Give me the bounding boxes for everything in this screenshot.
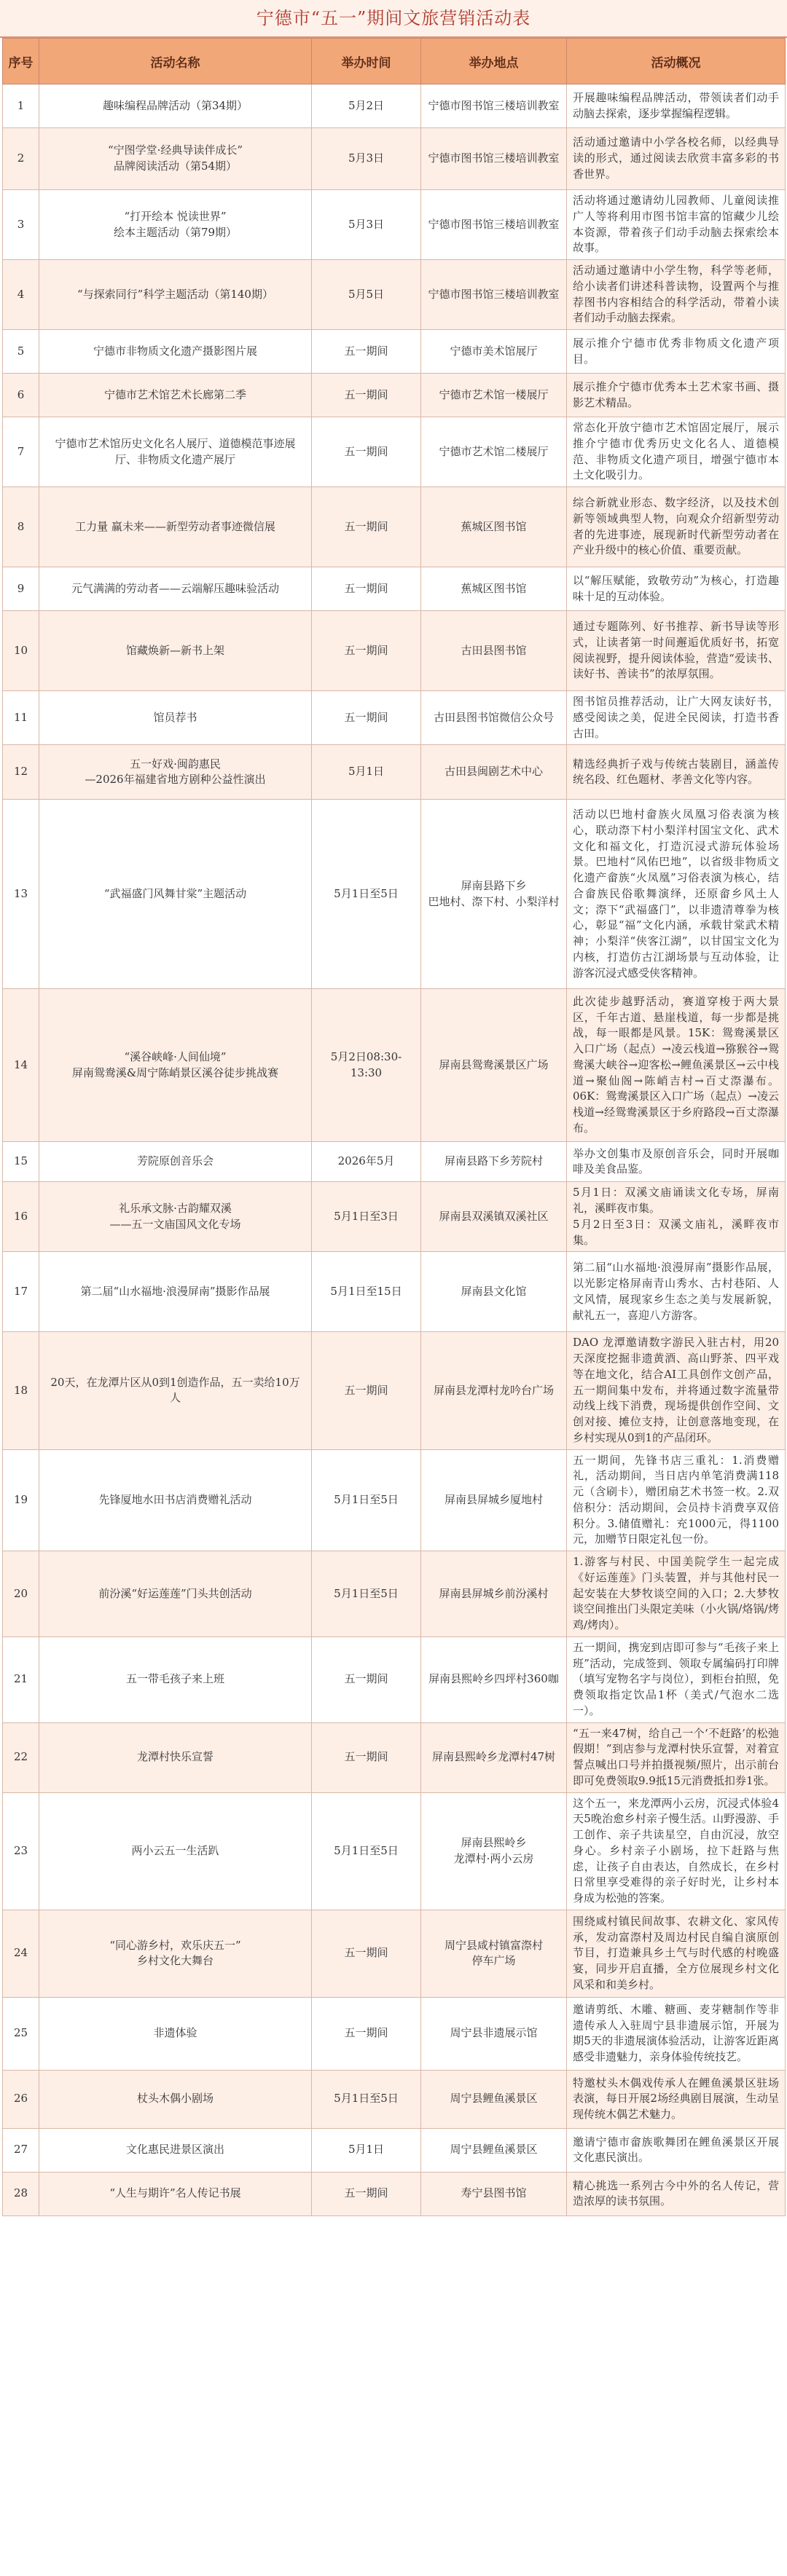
activity-description: 常态化开放宁德市艺术馆固定展厅，展示推介宁德市优秀历史文化名人、道德模范、非物质文化遗产项目，增强宁德市本土文化吸引力。	[567, 417, 786, 487]
activity-location: 宁德市艺术馆一楼展厅	[421, 374, 567, 417]
activity-description: 开展趣味编程品牌活动，带领读者们动手动脑去探索，逐步掌握编程逻辑。	[567, 84, 786, 128]
activity-name: “溪谷峡峰·人间仙境” 屏南鸳鸯溪&周宁陈峭景区溪谷徒步挑战赛	[39, 989, 312, 1142]
activity-description: 特邀杖头木偶戏传承人在鲤鱼溪景区驻场表演，每日开展2场经典剧目展演，生动呈现传统木偶艺术魅力。	[567, 2070, 786, 2128]
table-header-row	[3, 39, 786, 84]
activity-time: 五一期间	[312, 691, 421, 745]
activity-location: 屏南县文化馆	[421, 1252, 567, 1332]
activity-time: 5月2日08:30-13:30	[312, 989, 421, 1142]
activity-time: 5月1日至15日	[312, 1252, 421, 1332]
activity-name: 杖头木偶小剧场	[39, 2070, 312, 2128]
activity-description: 展示推介宁德市优秀本土艺术家书画、摄影艺术精品。	[567, 374, 786, 417]
activity-description: 邀请剪纸、木雕、糖画、麦芽糖制作等非遗传承人入驻周宁县非遗展示馆，开展为期5天的非遗展演体验活动，让游客近距离感受非遗魅力，亲身体验传统技艺。	[567, 1997, 786, 2070]
activity-description: 综合新就业形态、数字经济，以及技术创新等领域典型人物，向观众介绍新型劳动者的先进事迹，展现新时代新型劳动者在产业升级中的核心价值、重要贡献。	[567, 487, 786, 567]
activity-location: 屏南县屏城乡前汾溪村	[421, 1551, 567, 1637]
table-row	[3, 330, 786, 374]
row-number: 1	[3, 84, 39, 128]
activity-name: 芳院原创音乐会	[39, 1142, 312, 1182]
activity-location: 周宁县鲤鱼溪景区	[421, 2070, 567, 2128]
table-row	[3, 1449, 786, 1551]
activity-location: 蕉城区图书馆	[421, 567, 567, 611]
activity-time: 5月1日至5日	[312, 1449, 421, 1551]
row-number: 28	[3, 2172, 39, 2215]
activity-name: 馆员荐书	[39, 691, 312, 745]
activity-time: 2026年5月	[312, 1142, 421, 1182]
row-number: 3	[3, 190, 39, 260]
table-body	[3, 84, 786, 2216]
activity-name: “同心游乡村，欢乐庆五一” 乡村文化大舞台	[39, 1910, 312, 1997]
activity-location: 古田县闽剧艺术中心	[421, 745, 567, 800]
activity-time: 5月3日	[312, 128, 421, 190]
activity-time: 5月5日	[312, 260, 421, 330]
row-number: 14	[3, 989, 39, 1142]
table-row	[3, 487, 786, 567]
activity-time: 五一期间	[312, 1910, 421, 1997]
activity-time: 5月1日至5日	[312, 2070, 421, 2128]
activity-description: 第二届“山水福地·浪漫屏南”摄影作品展，以光影定格屏南青山秀水、古村巷陌、人文风情，展现家乡生态之美与发展新貌，献礼五一，喜迎八方游客。	[567, 1252, 786, 1332]
activity-name: 五一带毛孩子来上班	[39, 1636, 312, 1722]
activity-name: “宁图学堂·经典导读伴成长” 品牌阅读活动（第54期）	[39, 128, 312, 190]
row-number: 22	[3, 1722, 39, 1792]
activity-description: 这个五一，来龙潭两小云房，沉浸式体验4天5晚治愈乡村亲子慢生活。山野漫游、手工创作、亲子共读星空，自由沉浸，放空身心。乡村亲子小剧场，拉下赶路与焦虑，让孩子自由表达，自然成长，在乡村日常里享受难得的亲子好时光，让乡村本身成为松弛的答案。	[567, 1792, 786, 1910]
table-row	[3, 691, 786, 745]
activity-name: “与探索同行”科学主题活动（第140期）	[39, 260, 312, 330]
page-title: 宁德市“五一”期间文旅营销活动表	[0, 0, 787, 38]
activity-time: 5月1日至5日	[312, 800, 421, 989]
table-row	[3, 1636, 786, 1722]
activity-name: 先锋厦地水田书店消费赠礼活动	[39, 1449, 312, 1551]
activity-name: 礼乐承文脉·古韵耀双溪 ——五一文庙国风文化专场	[39, 1182, 312, 1252]
activity-description: 此次徒步越野活动，赛道穿梭于两大景区，千年古道、悬崖栈道，每一步都是挑战，每一眼都是风景。15K：鸳鸯溪景区入口广场（起点）→凌云栈道→猕猴谷→鸳鸯溪大峡谷→迎客松→鲤鱼溪景区→云中栈道→聚仙阁→陈峭吉村→百丈漈瀑布。06K：鸳鸯溪景区入口广场（起点）→凌云栈道→经鸳鸯溪景区于乡府路段→百丈漈瀑布。	[567, 989, 786, 1142]
activity-description: 图书馆员推荐活动，让广大网友读好书，感受阅读之美，促进全民阅读，打造书香古田。	[567, 691, 786, 745]
activity-location: 屏南县熙岭乡 龙潭村·两小云房	[421, 1792, 567, 1910]
row-number: 25	[3, 1997, 39, 2070]
activity-time: 五一期间	[312, 2172, 421, 2215]
row-number: 23	[3, 1792, 39, 1910]
table-row	[3, 1551, 786, 1637]
activity-name: 第二届“山水福地·浪漫屏南”摄影作品展	[39, 1252, 312, 1332]
row-number: 4	[3, 260, 39, 330]
table-row	[3, 1142, 786, 1182]
activity-time: 5月1日	[312, 2128, 421, 2172]
row-number: 27	[3, 2128, 39, 2172]
activity-location: 周宁县鲤鱼溪景区	[421, 2128, 567, 2172]
col-header-time: 举办时间	[312, 39, 421, 84]
activity-description: 活动将通过邀请幼儿园教师、儿童阅读推广人等将利用市图书馆丰富的馆藏少儿绘本资源，带着孩子们动手动脑去探索绘本故事。	[567, 190, 786, 260]
activity-name: 五一好戏·闽韵惠民 —2026年福建省地方剧种公益性演出	[39, 745, 312, 800]
row-number: 6	[3, 374, 39, 417]
activity-location: 宁德市艺术馆二楼展厅	[421, 417, 567, 487]
activity-location: 屏南县鸳鸯溪景区广场	[421, 989, 567, 1142]
activity-time: 五一期间	[312, 487, 421, 567]
activity-time: 五一期间	[312, 1332, 421, 1449]
table-row	[3, 989, 786, 1142]
activity-name: 元气满满的劳动者——云端解压趣味验活动	[39, 567, 312, 611]
col-header-place: 举办地点	[421, 39, 567, 84]
activity-description: “五一来47树，给自己一个‘不赶路’的松弛假期！”到店参与龙潭村快乐宣誓，对着宣誓点喊出口号并拍摄视频/照片，出示前台即可免费领取9.9抵15元消费抵扣券1张。	[567, 1722, 786, 1792]
table-row	[3, 1332, 786, 1449]
activity-time: 5月2日	[312, 84, 421, 128]
table-row	[3, 1182, 786, 1252]
table-row	[3, 1910, 786, 1997]
activity-time: 五一期间	[312, 1997, 421, 2070]
activity-description: 精选经典折子戏与传统古装剧目，涵盖传统名段、红色题材、孝善文化等内容。	[567, 745, 786, 800]
activity-description: 五一期间，携宠到店即可参与“毛孩子来上班”活动，完成签到、领取专属编码打印牌（填写宠物名字与岗位），到柜台拍照，免费领取指定饮品1杯（美式/气泡水二选一）。	[567, 1636, 786, 1722]
table-row	[3, 2172, 786, 2215]
activity-description: 精心挑选一系列古今中外的名人传记，营造浓厚的读书氛围。	[567, 2172, 786, 2215]
activity-location: 周宁县非遗展示馆	[421, 1997, 567, 2070]
row-number: 15	[3, 1142, 39, 1182]
activity-description: 围绕咸村镇民间故事、农耕文化、家风传承，发动富漈村及周边村民自编自演原创节目，打造兼具乡土气与时代感的村晚盛宴，同步开启直播，全方位展现乡村文化风采和和美乡村。	[567, 1910, 786, 1997]
row-number: 13	[3, 800, 39, 989]
row-number: 20	[3, 1551, 39, 1637]
table-row	[3, 745, 786, 800]
table-row	[3, 2070, 786, 2128]
activity-name: 工力量 赢未来——新型劳动者事迹微信展	[39, 487, 312, 567]
row-number: 8	[3, 487, 39, 567]
col-header-no: 序号	[3, 39, 39, 84]
activity-name: 非遗体验	[39, 1997, 312, 2070]
activity-name: 20天，在龙潭片区从0到1创造作品，五一卖给10万人	[39, 1332, 312, 1449]
activity-location: 宁德市美术馆展厅	[421, 330, 567, 374]
row-number: 21	[3, 1636, 39, 1722]
activity-location: 宁德市图书馆三楼培训教室	[421, 260, 567, 330]
activity-name: 宁德市非物质文化遗产摄影图片展	[39, 330, 312, 374]
row-number: 2	[3, 128, 39, 190]
activity-location: 周宁县咸村镇富漈村 停车广场	[421, 1910, 567, 1997]
row-number: 24	[3, 1910, 39, 1997]
activity-time: 5月3日	[312, 190, 421, 260]
row-number: 5	[3, 330, 39, 374]
activity-name: “打开绘本 悦读世界” 绘本主题活动（第79期）	[39, 190, 312, 260]
activity-time: 5月1日至5日	[312, 1792, 421, 1910]
table-row	[3, 800, 786, 989]
activity-time: 五一期间	[312, 611, 421, 691]
col-header-desc: 活动概况	[567, 39, 786, 84]
activity-description: 展示推介宁德市优秀非物质文化遗产项目。	[567, 330, 786, 374]
table-row	[3, 417, 786, 487]
activity-name: 文化惠民进景区演出	[39, 2128, 312, 2172]
activity-time: 五一期间	[312, 1722, 421, 1792]
table-row	[3, 190, 786, 260]
activity-time: 5月1日	[312, 745, 421, 800]
activity-location: 屏南县路下乡芳院村	[421, 1142, 567, 1182]
activity-name: 宁德市艺术馆艺术长廊第二季	[39, 374, 312, 417]
activity-name: 两小云五一生活趴	[39, 1792, 312, 1910]
activity-description: DAO 龙潭邀请数字游民入驻古村，用20天深度挖掘非遗黄酒、高山野茶、四平戏等在地文化，结合AI工具创作文创产品，五一期间集中发布，并将通过数字流量带动线上线下消费，现场提供创作空间、文创对接、摊位支持，让创意落地变现，在乡村实现从0到1的产品闭环。	[567, 1332, 786, 1449]
row-number: 11	[3, 691, 39, 745]
table-row	[3, 128, 786, 190]
row-number: 19	[3, 1449, 39, 1551]
activity-time: 五一期间	[312, 330, 421, 374]
activity-location: 屏南县熙岭乡龙潭村47树	[421, 1722, 567, 1792]
activity-location: 屏南县路下乡 巴地村、漈下村、小梨洋村	[421, 800, 567, 989]
row-number: 18	[3, 1332, 39, 1449]
activity-location: 屏南县双溪镇双溪社区	[421, 1182, 567, 1252]
activity-description: 以“解压赋能，致敬劳动”为核心，打造趣味十足的互动体验。	[567, 567, 786, 611]
activity-time: 五一期间	[312, 1636, 421, 1722]
row-number: 26	[3, 2070, 39, 2128]
activity-time: 5月1日至3日	[312, 1182, 421, 1252]
row-number: 16	[3, 1182, 39, 1252]
activity-description: 5月1日：双溪文庙诵读文化专场，屏南礼，溪畔夜市集。 5月2日至3日：双溪文庙礼，溪畔夜市集。	[567, 1182, 786, 1252]
activity-time: 5月1日至5日	[312, 1551, 421, 1637]
activity-time: 五一期间	[312, 417, 421, 487]
activity-time: 五一期间	[312, 374, 421, 417]
table-row	[3, 1722, 786, 1792]
activity-location: 宁德市图书馆三楼培训教室	[421, 84, 567, 128]
activity-location: 蕉城区图书馆	[421, 487, 567, 567]
table-row	[3, 260, 786, 330]
table-row	[3, 374, 786, 417]
table-row	[3, 611, 786, 691]
activity-location: 宁德市图书馆三楼培训教室	[421, 190, 567, 260]
activity-name: 宁德市艺术馆历史文化名人展厅、道德模范事迹展厅、非物质文化遗产展厅	[39, 417, 312, 487]
activity-name: “人生与期许”名人传记书展	[39, 2172, 312, 2215]
col-header-name: 活动名称	[39, 39, 312, 84]
activity-name: 龙潭村快乐宣誓	[39, 1722, 312, 1792]
activity-description: 通过专题陈列、好书推荐、新书导读等形式，让读者第一时间邂逅优质好书，拓宽阅读视野，提升阅读体验，营造“爱读书、读好书、善读书”的浓厚氛围。	[567, 611, 786, 691]
row-number: 17	[3, 1252, 39, 1332]
row-number: 9	[3, 567, 39, 611]
activity-location: 宁德市图书馆三楼培训教室	[421, 128, 567, 190]
table-row	[3, 84, 786, 128]
activity-name: 馆藏焕新—新书上架	[39, 611, 312, 691]
activity-description: 活动以巴地村畲族火凤凰习俗表演为核心，联动漈下村小梨洋村国宝文化、武术文化和福文化，打造沉浸式游玩体验场景。巴地村“风佑巴地”，以省级非物质文化遗产畲族“火凤凰”习俗表演为核心，结合畲族民俗歌舞演绎，还原畲乡风土人文；漈下“武福盛门”，以非遗清尊拳为核心，彰显“福”文化内涵，承载甘棠武术精神；小梨洋“侠客江湖”，以甘国宝文化为内核，打造仿古江湖场景与互动体验，让游客沉浸式感受侠客精神。	[567, 800, 786, 989]
activity-description: 举办文创集市及原创音乐会，同时开展咖啡及美食品鉴。	[567, 1142, 786, 1182]
activity-location: 屏南县熙岭乡四坪村360咖	[421, 1636, 567, 1722]
activity-description: 五一期间，先锋书店三重礼：1.消费赠礼，活动期间，当日店内单笔消费满118元（含刷卡），赠团扇艺术书签一枚。2.双倍积分：活动期间，会员持卡消费享双倍积分。3.储值赠礼：充1000元，得1100元，加赠节日限定礼包一份。	[567, 1449, 786, 1551]
activity-table	[2, 38, 786, 2216]
row-number: 12	[3, 745, 39, 800]
activity-name: 趣味编程品牌活动（第34期）	[39, 84, 312, 128]
table-row	[3, 1997, 786, 2070]
activity-name: 前汾溪“好运莲莲”门头共创活动	[39, 1551, 312, 1637]
activity-description: 活动通过邀请中小学各校名师，以经典导读的形式，通过阅读去欣赏丰富多彩的书香世界。	[567, 128, 786, 190]
activity-description: 邀请宁德市畲族歌舞团在鲤鱼溪景区开展文化惠民演出。	[567, 2128, 786, 2172]
activity-location: 古田县图书馆	[421, 611, 567, 691]
table-row	[3, 2128, 786, 2172]
activity-location: 古田县图书馆微信公众号	[421, 691, 567, 745]
table-row	[3, 567, 786, 611]
row-number: 7	[3, 417, 39, 487]
activity-location: 寿宁县图书馆	[421, 2172, 567, 2215]
table-row	[3, 1252, 786, 1332]
table-row	[3, 1792, 786, 1910]
row-number: 10	[3, 611, 39, 691]
activity-time: 五一期间	[312, 567, 421, 611]
activity-location: 屏南县龙潭村龙吟台广场	[421, 1332, 567, 1449]
activity-location: 屏南县屏城乡厦地村	[421, 1449, 567, 1551]
activity-name: “武福盛门风舞甘棠”主题活动	[39, 800, 312, 989]
activity-description: 1.游客与村民、中国美院学生一起完成《好运莲莲》门头装置，并与其他村民一起安装在大梦牧谈空间的入口；2.大梦牧谈空间推出门头限定美味（小火锅/烙锅/烤鸡/烤肉）。	[567, 1551, 786, 1637]
activity-description: 活动通过邀请中小学生物，科学等老师，给小读者们讲述科普读物，设置两个与推荐图书内容相结合的科学活动，带着小读者们动手动脑去探索。	[567, 260, 786, 330]
